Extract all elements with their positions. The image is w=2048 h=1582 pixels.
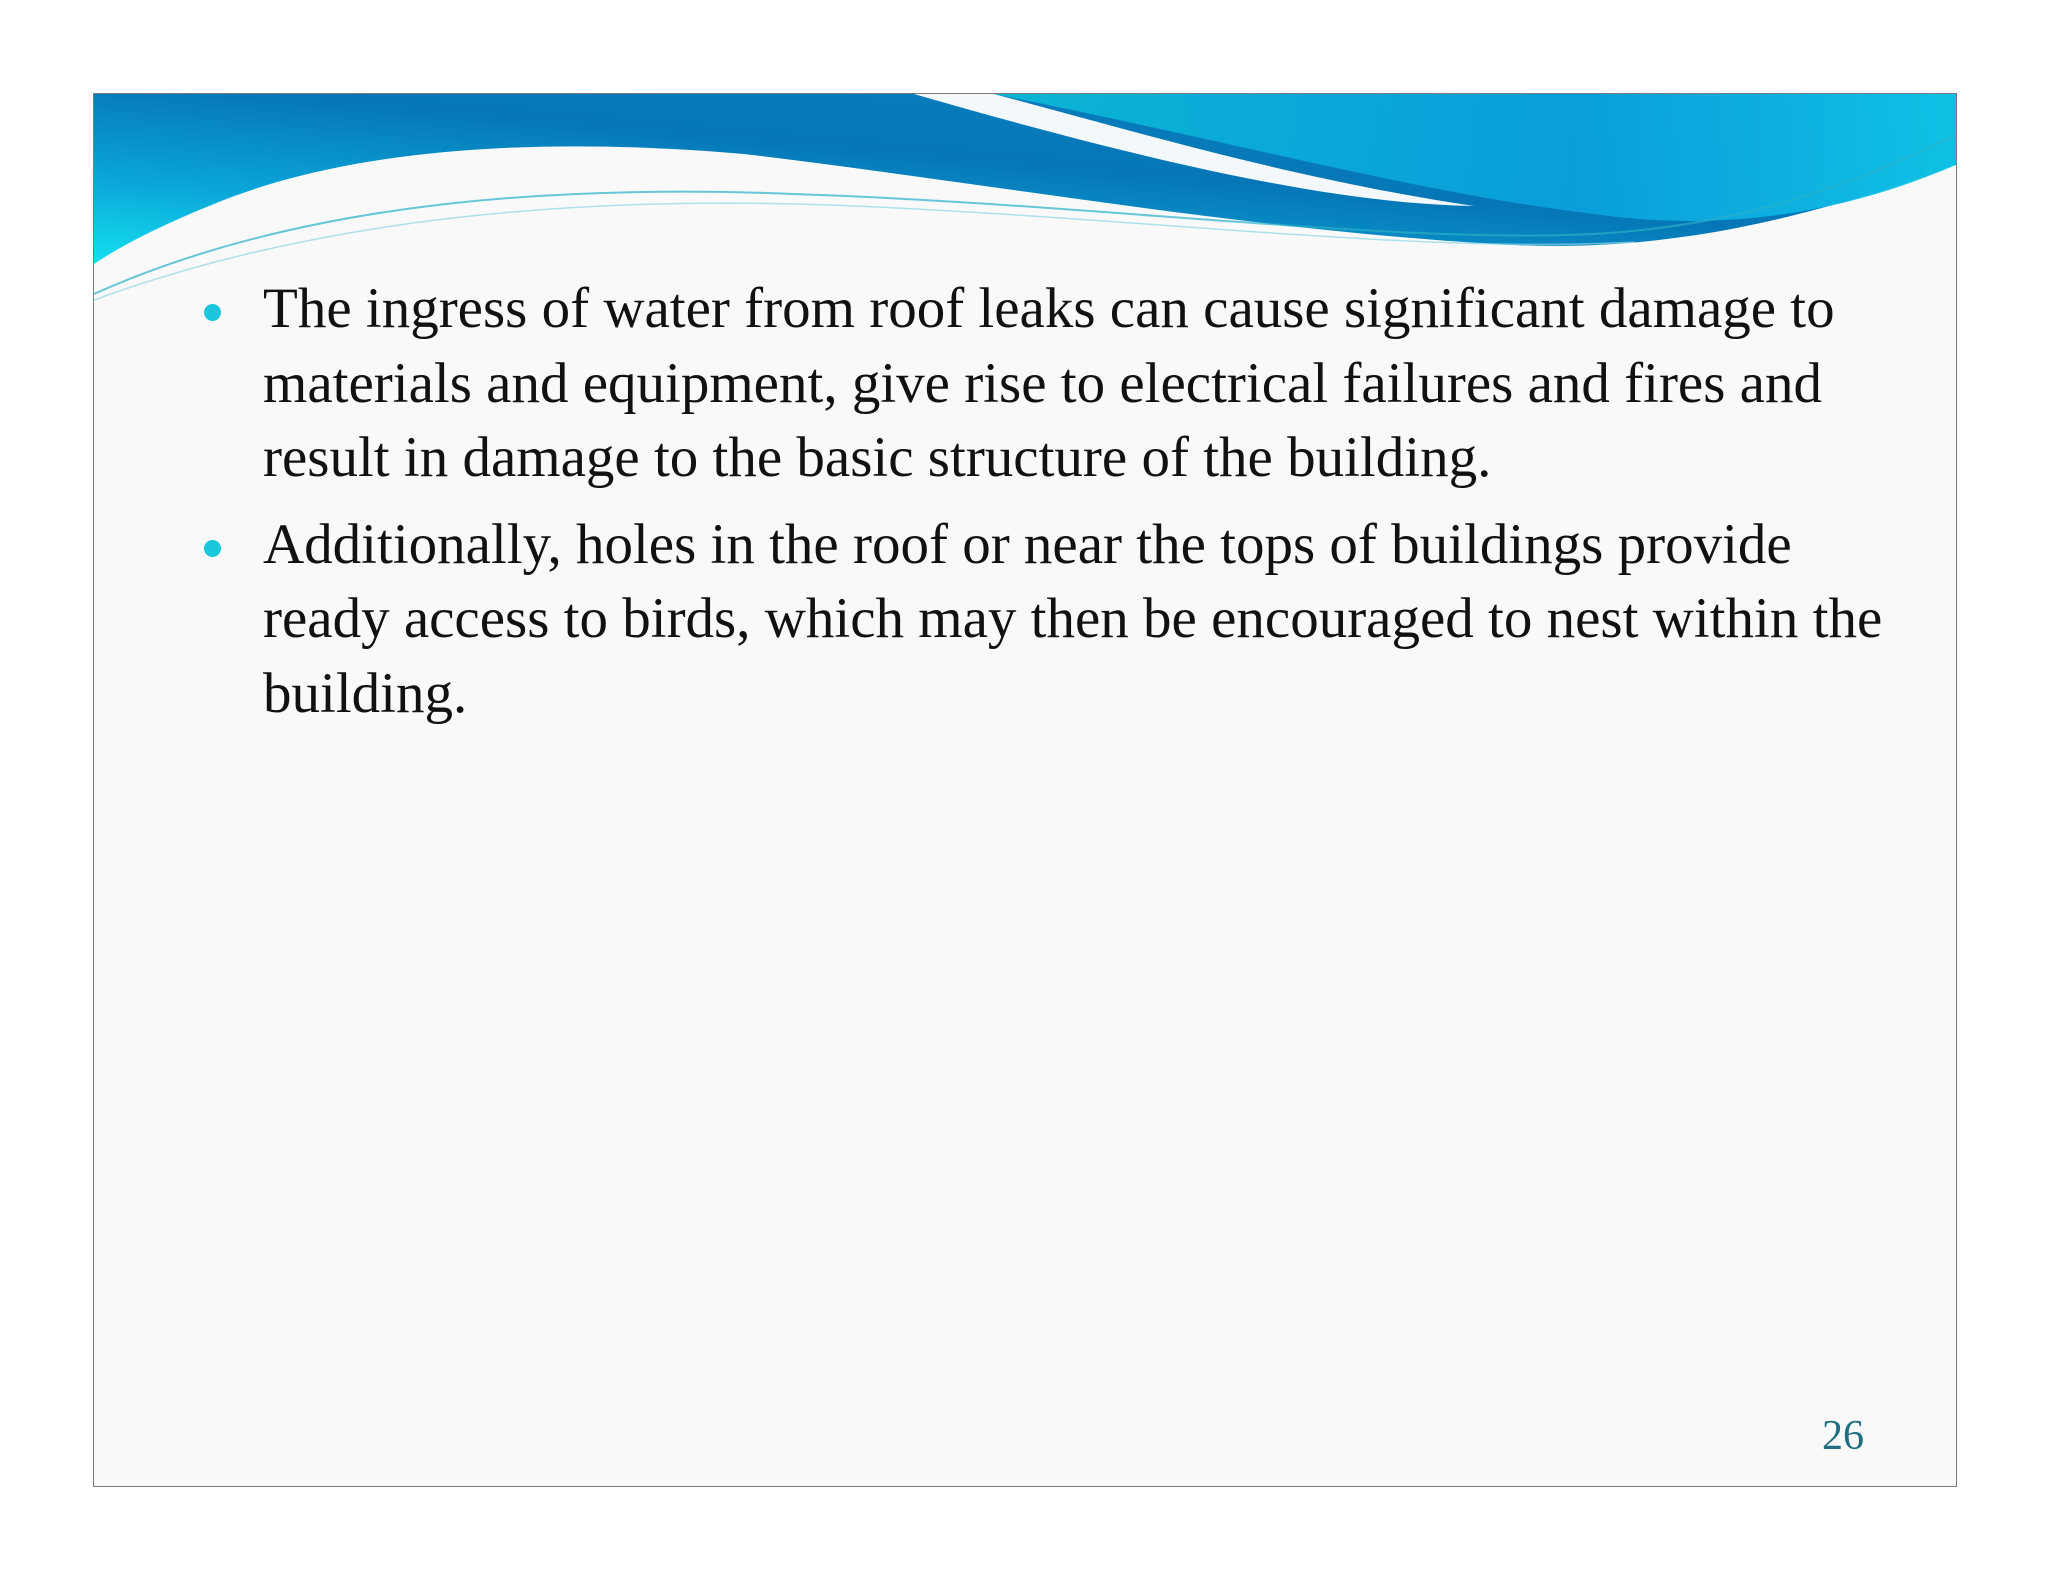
- page-number: 26: [1822, 1413, 1864, 1459]
- slide: [93, 93, 1957, 1487]
- bullet-item: [204, 508, 1924, 732]
- bullet-dot-icon: [204, 304, 221, 321]
- bullet-item: [204, 272, 1924, 496]
- bullet-text: The ingress of water from roof leaks can cause significant damage to materials and equipment, give rise to electrical failures and fires and result in damage to the basic structure of the building.: [263, 277, 1835, 489]
- bullet-dot-icon: [204, 540, 221, 557]
- bullet-list: [204, 272, 1924, 743]
- bullet-text: Additionally, holes in the roof or near the tops of buildings provide ready access to birds, which may then be encouraged to nest within the building.: [263, 512, 1883, 725]
